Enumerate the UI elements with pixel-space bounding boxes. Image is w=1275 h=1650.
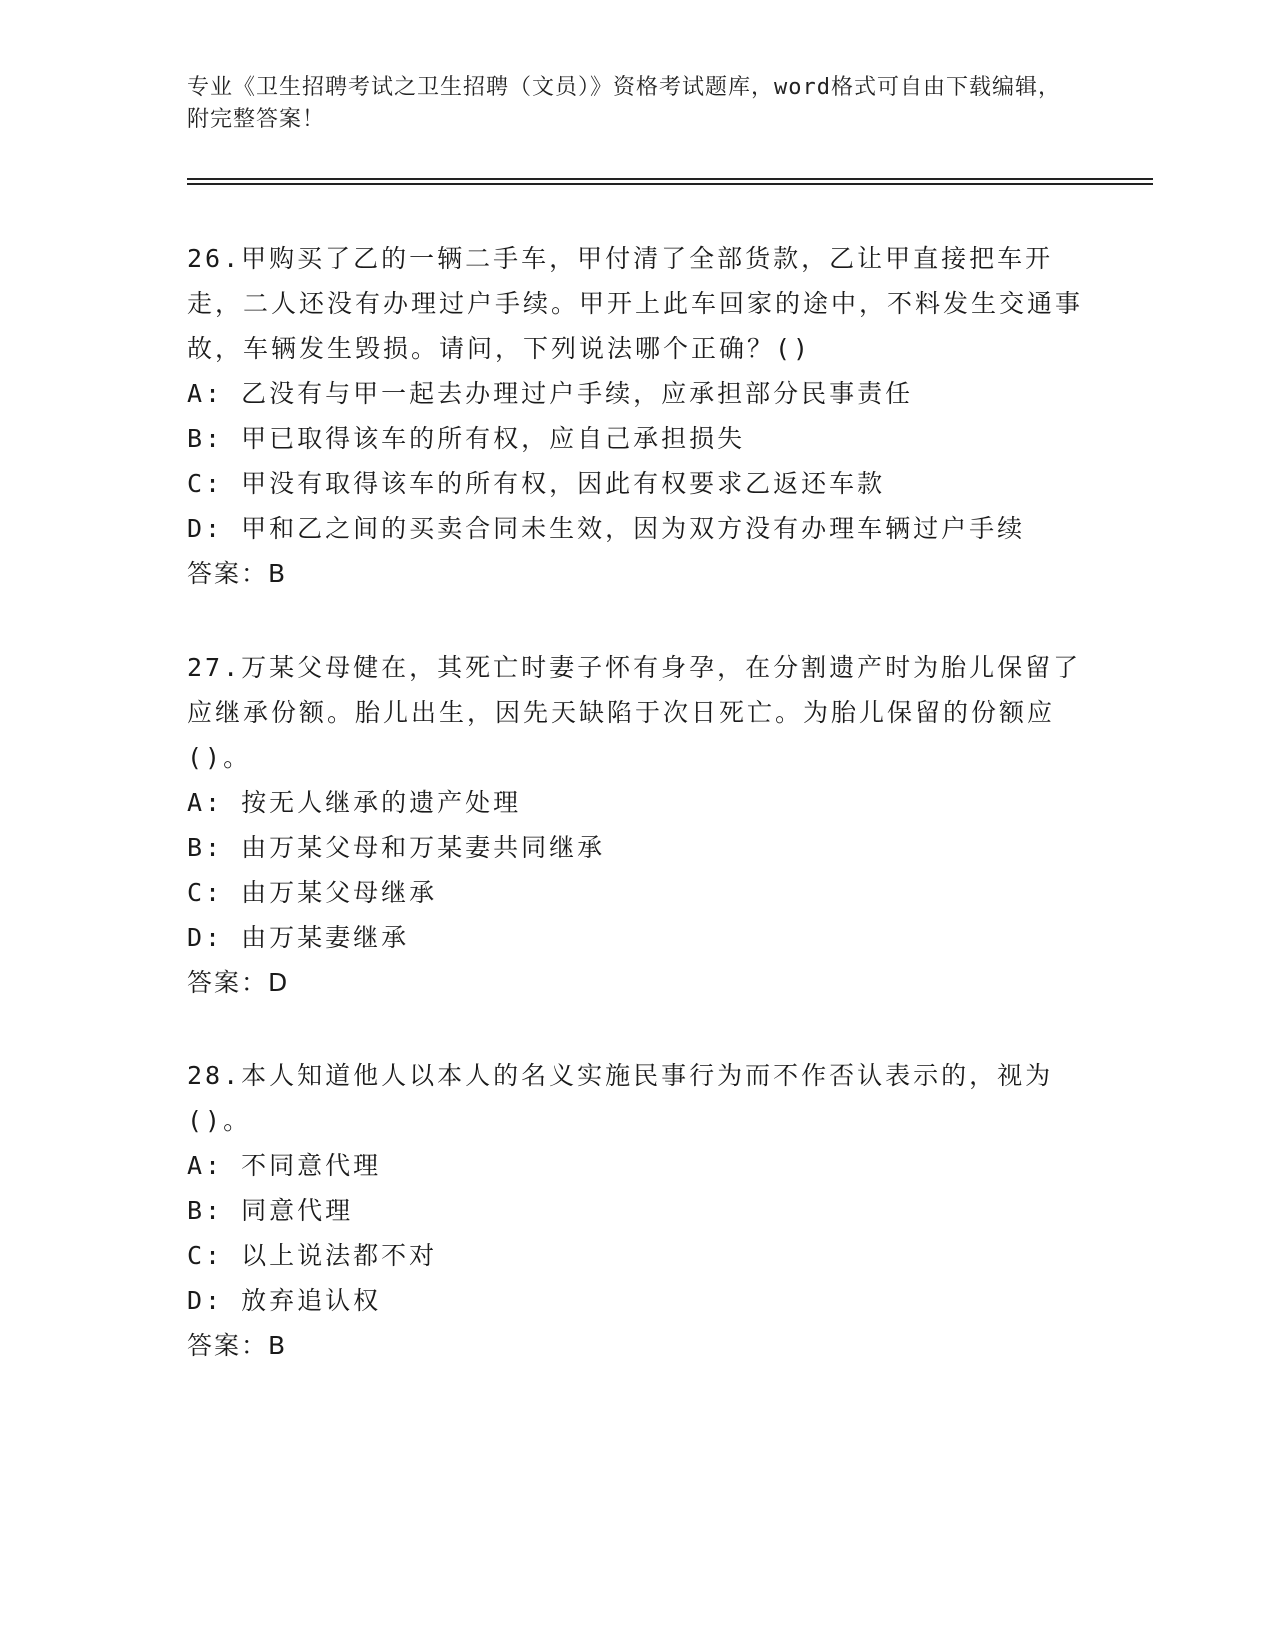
question-stem: 28.本人知道他人以本人的名义实施民事行为而不作否认表示的，视为()。 (187, 1061, 1054, 1135)
option-d: D: 由万某妻继承 (187, 923, 410, 952)
answer: 答案：B (187, 559, 288, 588)
header-divider-bottom (187, 183, 1153, 185)
question-28 (187, 1053, 1087, 1368)
option-b: B: 同意代理 (187, 1196, 354, 1225)
answer: 答案：B (187, 1331, 288, 1360)
question-stem: 26.甲购买了乙的一辆二手车，甲付清了全部货款，乙让甲直接把车开走，二人还没有办理过户手续。甲开上此车回家的途中，不料发生交通事故，车辆发生毁损。请问，下列说法哪个正确？() (187, 244, 1084, 363)
page-header: 专业《卫生招聘考试之卫生招聘（文员）》资格考试题库，word格式可自由下载编辑，附完整答案！ (187, 75, 1061, 132)
option-c: C: 由万某父母继承 (187, 878, 438, 907)
answer: 答案：D (187, 968, 290, 997)
option-b: B: 由万某父母和万某妻共同继承 (187, 833, 606, 862)
option-a: A: 乙没有与甲一起去办理过户手续，应承担部分民事责任 (187, 379, 914, 408)
option-d: D: 放弃追认权 (187, 1286, 382, 1315)
question-stem: 27.万某父母健在，其死亡时妻子怀有身孕，在分割遗产时为胎儿保留了应继承份额。胎儿出生，因先天缺陷于次日死亡。为胎儿保留的份额应()。 (187, 653, 1082, 772)
question-27 (187, 645, 1087, 1005)
option-a: A: 按无人继承的遗产处理 (187, 788, 522, 817)
option-a: A: 不同意代理 (187, 1151, 382, 1180)
question-26 (187, 236, 1087, 596)
option-c: C: 以上说法都不对 (187, 1241, 438, 1270)
option-c: C: 甲没有取得该车的所有权，因此有权要求乙返还车款 (187, 469, 886, 498)
header-divider-top (187, 178, 1153, 180)
option-d: D: 甲和乙之间的买卖合同未生效，因为双方没有办理车辆过户手续 (187, 514, 1026, 543)
option-b: B: 甲已取得该车的所有权，应自己承担损失 (187, 424, 746, 453)
